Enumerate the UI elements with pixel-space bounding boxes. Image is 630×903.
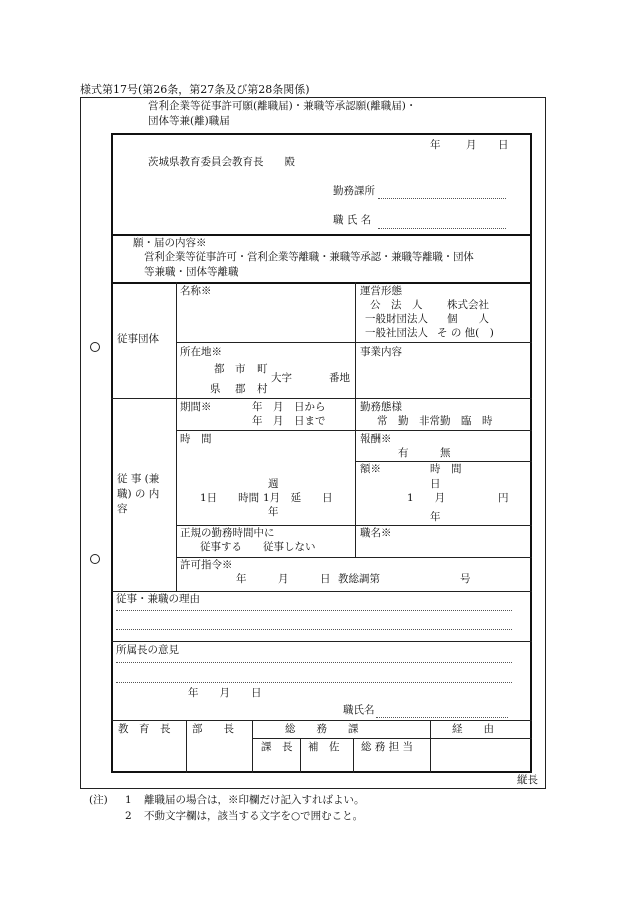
supervisor-name-label: 職氏名 (343, 704, 375, 716)
org-name-label: 名称※ (180, 285, 212, 297)
duty-label-2: 職) の 内 (117, 488, 160, 500)
reason-line[interactable] (116, 629, 512, 630)
keiyu-label: 経 由 (452, 723, 494, 735)
hours-month[interactable]: 1月 延 日 (263, 492, 333, 504)
col-divider (186, 720, 187, 773)
row-divider (176, 430, 532, 431)
reward-opts[interactable]: 有 無 (398, 447, 451, 459)
opt-banchi[interactable]: 番地 (329, 372, 350, 384)
opinion-line[interactable] (116, 662, 512, 663)
duty-label-3: 容 (117, 503, 128, 515)
duty-label-1: 従 事 (兼 (117, 473, 160, 485)
row-divider (111, 398, 532, 399)
permit-ref: 教総調第 (338, 573, 380, 585)
hours-label: 時 間 (180, 433, 212, 445)
divider (111, 234, 532, 236)
date-year: 年 (430, 139, 441, 151)
kacho-label: 課 長 (261, 741, 293, 753)
row-divider (111, 641, 532, 642)
addressee: 茨城県教育委員会教育長 殿 (148, 156, 295, 168)
reason-label: 従事・兼職の理由 (116, 593, 200, 605)
date-day: 日 (498, 139, 509, 151)
work-mode-label: 勤務態様 (360, 401, 402, 413)
opt-kabushiki[interactable]: 株式会社 (447, 299, 489, 311)
opt-ken[interactable]: 県 (210, 383, 221, 395)
regular-hours-opts[interactable]: 従事する 従事しない (200, 541, 316, 553)
col-divider (252, 720, 253, 773)
opinion-line[interactable] (116, 682, 512, 683)
date-month: 月 (466, 139, 477, 151)
row-divider (252, 738, 532, 739)
location-label: 所在地※ (180, 346, 222, 358)
col-divider (300, 738, 301, 773)
period-label: 期間※ (180, 401, 212, 413)
row-divider (111, 591, 532, 592)
orientation-label: 縦長 (517, 774, 538, 786)
opt-to[interactable]: 都 (214, 363, 225, 375)
opt-shi[interactable]: 市 (235, 363, 246, 375)
opt-zaidan[interactable]: 一般財団法人 (365, 313, 428, 325)
content-line2: 等兼職・団体等離職 (144, 266, 239, 278)
circle-mark (90, 342, 100, 352)
reason-line[interactable] (116, 610, 512, 611)
permit-num: 号 (460, 573, 471, 585)
opt-kojin[interactable]: 個 人 (447, 313, 489, 325)
supervisor-name-field[interactable] (376, 717, 508, 718)
amount-year[interactable]: 年 (430, 511, 441, 523)
row-divider (111, 720, 532, 721)
opt-gun[interactable]: 郡 (235, 383, 246, 395)
supervisor-date: 年 月 日 (188, 687, 262, 699)
row-divider (176, 525, 532, 526)
col-divider (430, 720, 431, 773)
opt-oaza[interactable]: 大字 (271, 372, 292, 384)
opt-sonota[interactable]: そ の 他( ) (437, 327, 494, 339)
reward-label: 報酬※ (360, 433, 392, 445)
opt-mura[interactable]: 村 (257, 383, 268, 395)
period-to: 年 月 日まで (252, 415, 326, 427)
business-label: 事業内容 (360, 346, 402, 358)
content-line1: 営利企業等従事許可・営利企業等離職・兼職等承認・兼職等離職・団体 (144, 251, 474, 263)
row-divider (176, 557, 532, 558)
opt-koho[interactable]: 公 法 人 (370, 299, 423, 311)
note-2-num: 2 (125, 810, 132, 822)
hosa-label: 補 佐 (308, 741, 340, 753)
period-from: 年 月 日から (252, 401, 326, 413)
note-2: 不動文字欄は，該当する文字を○で囲むこと。 (144, 810, 364, 822)
permit-label: 許可指令※ (180, 559, 233, 571)
col-divider (353, 738, 354, 773)
note-1-num: 1 (125, 794, 132, 806)
management-label: 運営形態 (360, 285, 402, 297)
row-divider (176, 342, 532, 343)
col-divider (355, 282, 356, 557)
supervisor-label: 所属長の意見 (116, 644, 179, 656)
hours-year[interactable]: 年 (268, 506, 279, 518)
hours-day[interactable]: 1日 時間 (200, 492, 260, 504)
name-field[interactable] (378, 228, 506, 229)
amount-yen: 円 (498, 492, 509, 504)
col-divider (176, 282, 177, 591)
amount-day[interactable]: 日 (430, 478, 441, 490)
workplace-field[interactable] (378, 198, 506, 199)
amount-label: 額※ (360, 463, 381, 475)
name-label: 職 氏 名 (333, 214, 372, 226)
row-divider (355, 461, 532, 462)
title-line1: 営利企業等従事許可願(離職届)・兼職等承認願(離職届)・ (148, 100, 417, 112)
bucho-label: 部 長 (192, 723, 234, 735)
kyoikucho-label: 教 育 長 (118, 723, 171, 735)
tanto-label: 総 務 担 当 (361, 741, 414, 753)
amount-time[interactable]: 時 間 (430, 463, 462, 475)
circle-mark (90, 554, 100, 564)
somuka-label: 総 務 課 (285, 723, 359, 735)
amount-month[interactable]: 1 月 (407, 492, 446, 504)
opt-machi[interactable]: 町 (257, 363, 268, 375)
regular-hours-1: 正規の勤務時間中に (180, 527, 275, 539)
notes-prefix: (注) (89, 794, 108, 806)
divider (111, 282, 532, 284)
hours-week[interactable]: 週 (268, 478, 279, 490)
org-label: 従事団体 (117, 333, 159, 345)
form-number: 様式第17号(第26条，第27条及び第28条関係) (80, 83, 310, 96)
permit-date: 年 月 日 (236, 573, 331, 585)
title-line2: 団体等兼(離)職届 (148, 115, 230, 127)
workplace-label: 勤務課所 (333, 185, 375, 197)
opt-shadan[interactable]: 一般社団法人 (365, 327, 428, 339)
note-1: 離職届の場合は，※印欄だけ記入すればよい。 (144, 794, 365, 806)
content-label: 願・届の内容※ (133, 237, 207, 249)
job-title-label: 職名※ (360, 527, 392, 539)
work-mode-opts[interactable]: 常 勤 非常勤 臨 時 (377, 415, 493, 427)
inner-frame (111, 133, 532, 773)
